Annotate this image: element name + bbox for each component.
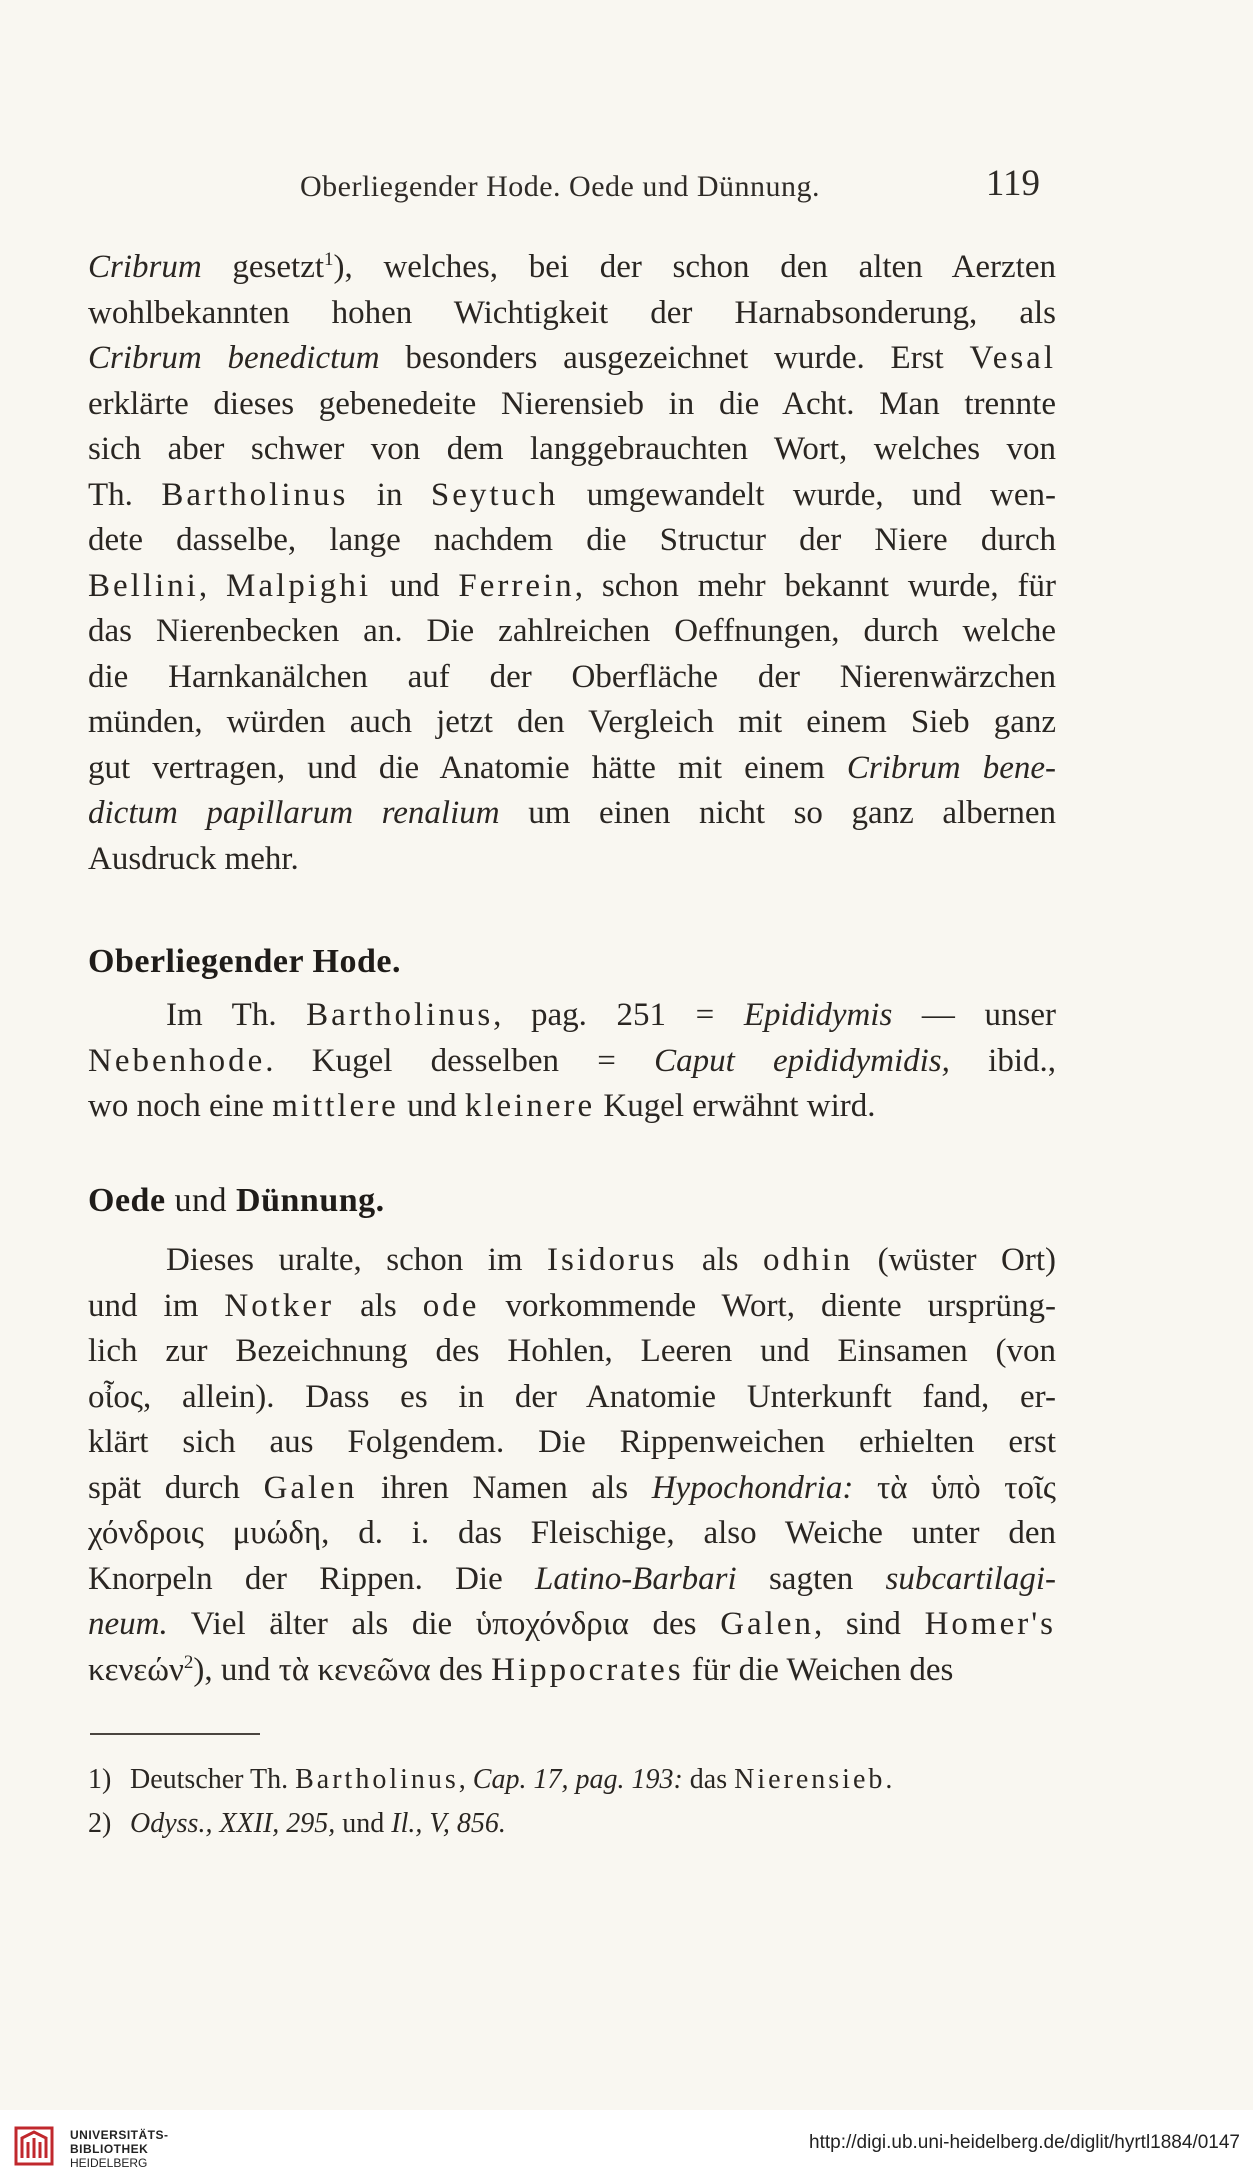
text-run: . [885,1764,893,1795]
text-run: Latino-Barbari [535,1560,737,1597]
text-run: ode [422,1287,480,1324]
text-run: οἶος, allein). Dass es in der Anatomie Unterkunft fand, er- [88,1378,1056,1415]
footnotes [88,1758,1056,1846]
text-run: besonders ausgezeichnet wurde. Erst [379,340,970,376]
text-run: Galen [263,1469,358,1506]
running-title: Oberliegender Hode. Oede und Dünnung. [300,170,821,203]
text-run: klärt sich aus Folgendem. Die Rippenweichen erhielten erst [88,1424,1056,1460]
paragraph-oede-und-duennung [88,1238,1056,1693]
text-run: in [348,476,431,513]
text-run: Viel älter als die ὑποχόνδρια des [167,1606,721,1642]
text-run: Cap. 17, pag. 193: [472,1764,683,1795]
library-name-line2: BIBLIOTHEK [70,2142,149,2156]
text-run: dete dasselbe, lange nachdem die Structur der Niere durch [88,522,1056,558]
text-run: Bartholinus [306,997,494,1033]
text-run: spät durch [88,1469,264,1506]
text-run: Ferrein [458,567,575,604]
text-line [88,1238,1056,1284]
library-name [70,2128,169,2170]
library-name-line1: UNIVERSITÄTS- [70,2128,169,2142]
text-run: das [682,1764,735,1795]
text-run: sich aber schwer von dem langgebrauchten Wort, welches von [88,431,1056,467]
text-run: das Nierenbecken an. Die zahlreichen Oeffnungen, durch welche [88,613,1056,649]
library-logo-icon [12,2124,56,2168]
text-run: wo noch eine [88,1088,273,1124]
text-run: umgewandelt wurde, und wen- [558,476,1056,513]
text-run: Bartholinus [161,476,349,513]
text-run: gut vertragen, und die Anatomie hätte mit einem [88,749,847,786]
text-run: vorkommende Wort, diente ursprüng- [479,1287,1056,1324]
text-line [88,609,1056,655]
footnote [88,1802,1056,1846]
text-run: Bartholinus [295,1764,459,1795]
paragraph-oberliegender-hode [88,993,1056,1130]
text-run: Deutscher Th. [130,1764,296,1795]
text-run: 1 [324,249,334,270]
text-run: Im Th. [166,997,307,1033]
text-run: als [334,1287,423,1324]
text-line [88,336,1056,382]
text-line [88,1084,1056,1130]
text-run: für die Weichen des [683,1651,954,1688]
text-run: und im [88,1287,225,1324]
footnote-mark: 2) [88,1808,112,1839]
running-head [300,162,1040,212]
text-run: münden, würden auch jetzt den Vergleich mit einem Sieb ganz [88,704,1056,740]
text-run: Knorpeln der Rippen. Die [88,1560,535,1597]
text-line [88,1648,1056,1694]
text-run: , [458,1764,473,1795]
text-line [88,1284,1056,1330]
text-run: Cribrum benedictum [88,340,380,376]
page-edge [1253,0,1258,2175]
text-run: Ausdruck mehr. [88,840,299,877]
text-run: Cribrum [88,249,202,285]
page-number: 119 [985,163,1040,204]
text-run: Caput epididymidis, [654,1042,950,1079]
text-run: Vesal [969,340,1056,376]
text-run: dictum papillarum renalium [88,795,500,831]
text-run: die Harnkanälchen auf der Oberfläche der Nierenwärzchen [88,658,1056,695]
text-line [88,1466,1056,1512]
text-line [88,1039,1056,1085]
text-run: Dieses uralte, schon im [166,1242,548,1278]
heading-word-oede: Oede [88,1182,166,1219]
text-line [88,1602,1056,1648]
text-run: 2 [183,1651,194,1673]
text-line [88,427,1056,473]
text-run: mittlere [272,1088,399,1124]
text-run: , sind [813,1606,925,1642]
footer-bar [0,2110,1258,2175]
text-run: Bellini [88,567,199,604]
heading-word-duennung: Dünnung. [236,1182,385,1219]
text-line [88,700,1056,746]
text-run: ), welches, bei der schon den alten Aerzten [333,249,1056,285]
heading-word-und: und [165,1182,237,1219]
text-run: τὰ ὑπὸ τοῖς [853,1469,1056,1506]
text-run: um einen nicht so ganz albernen [499,795,1056,831]
text-run: Th. [88,476,162,513]
text-run: , schon mehr bekannt wurde, für [574,567,1057,604]
section-heading-oede-und-duennung [88,1179,385,1223]
text-run: , pag. 251 = [493,997,744,1033]
text-run: Notker [224,1287,335,1324]
text-run: — unser [892,997,1056,1033]
text-run: . Kugel desselben = [265,1042,655,1079]
text-run: sagten [736,1560,886,1597]
library-name-line3: HEIDELBERG [70,2156,148,2170]
text-run: (wüster Ort) [853,1242,1056,1278]
text-line [88,746,1056,792]
text-run: Nebenhode [88,1042,266,1079]
text-run: neum. [88,1606,168,1642]
text-run: Galen [720,1606,814,1642]
text-run: und [398,1088,465,1124]
text-line [88,518,1056,564]
text-run: Odyss., XXII, 295, [130,1808,336,1839]
text-run: und [371,567,459,604]
text-run: erklärte dieses gebenedeite Nierensieb in die Acht. Man trennte [88,385,1056,422]
text-run: kleinere [464,1088,596,1124]
footnote-mark: 1) [88,1764,112,1795]
text-run: Il., V, 856. [391,1808,506,1839]
text-run: Malpighi [226,567,372,604]
text-run: χόνδροις μυώδη, d. i. das Fleischige, also Weiche unter den [88,1515,1056,1551]
text-run: subcartilagi- [885,1560,1057,1597]
text-run: Hypochondria: [651,1469,854,1506]
text-line [88,791,1056,837]
paragraph-cribrum [88,245,1056,882]
text-run: ), und τὰ κενεῶνα des [193,1651,492,1688]
text-run: , [198,567,227,604]
text-run: als [677,1242,763,1278]
text-run: ihren Namen als [357,1469,652,1506]
text-run: wohlbekannten hohen Wichtigkeit der Harnabsonderung, als [88,294,1056,331]
text-line [88,291,1056,337]
text-run: und [335,1808,392,1839]
text-run: Epididymis [743,997,893,1033]
text-run: lich zur Bezeichnung des Hohlen, Leeren und Einsamen (von [88,1333,1056,1369]
text-run: Nierensieb [734,1764,886,1795]
text-line [88,655,1056,701]
permalink-url[interactable]: http://digi.ub.uni-heidelberg.de/diglit/hyrtl1884/0147 [809,2132,1240,2153]
text-run: odhin [762,1242,854,1278]
text-run: Cribrum bene- [846,749,1056,786]
text-run: Hippocrates [491,1651,684,1688]
text-run: Homer's [924,1606,1056,1642]
section-heading-oberliegender-hode: Oberliegender Hode. [88,943,401,980]
text-run: Seytuch [430,476,559,513]
text-line [88,837,1056,883]
text-line [88,564,1056,610]
text-line [88,382,1056,428]
text-line [88,473,1056,519]
text-line [88,1557,1056,1603]
text-line [88,1329,1056,1375]
text-line [88,993,1056,1039]
text-line [88,1420,1056,1466]
text-run: gesetzt [201,249,325,285]
text-run: κενεών [88,1651,184,1688]
text-run: Kugel erwähnt wird. [595,1088,876,1124]
text-run: Isidorus [547,1242,678,1278]
text-line [88,1511,1056,1557]
text-run: ibid., [949,1042,1056,1079]
footnote [88,1758,1056,1802]
footnote-rule [90,1733,260,1735]
text-line [88,245,1056,291]
text-line [88,1375,1056,1421]
